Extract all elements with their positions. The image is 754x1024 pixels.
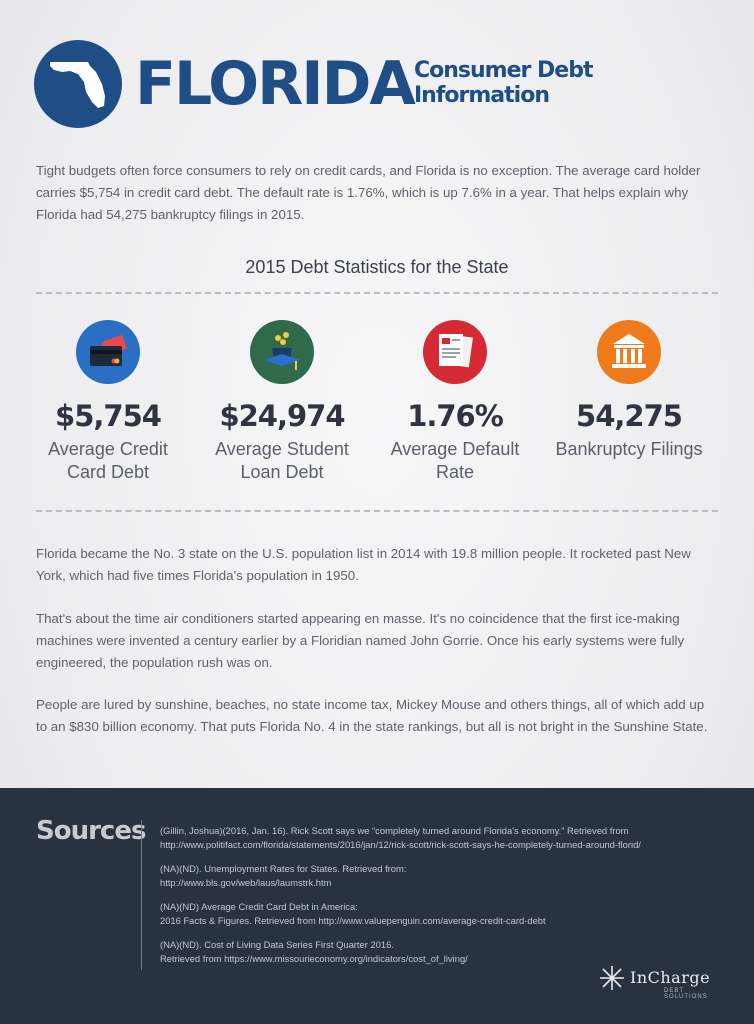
graduation-cap-icon <box>250 320 314 384</box>
stat-bankruptcy-filings <box>544 320 714 461</box>
incharge-logo <box>598 964 718 1000</box>
sources-heading: Sources <box>36 816 146 846</box>
sources-divider <box>141 820 142 970</box>
stat-student-loan-debt <box>197 320 367 484</box>
stat-label: Bankruptcy Filings <box>555 439 703 459</box>
body-paragraph-1: Florida became the No. 3 state on the U.S. population list in 2014 with 19.8 million people. It rocketed past New York, which had five times Florida's population in 1950. <box>36 546 691 583</box>
source-item <box>160 824 730 852</box>
header <box>34 40 724 130</box>
source-item <box>160 900 730 928</box>
courthouse-icon <box>597 320 661 384</box>
brand-name: InCharge <box>630 968 711 987</box>
stat-credit-card-debt <box>23 320 193 484</box>
body-paragraph-3: People are lured by sunshine, beaches, no state income tax, Mickey Mouse and others things, all of which add up to an $830 billion economy. That puts Florida No. 4 in the state rankings, but all is not bright in the Sunshine State. <box>36 697 708 734</box>
source-item <box>160 862 730 890</box>
source-text: (Gillin, Joshua)(2016, Jan. 16). Rick Scott says we “completely turned around Florida's economy.” Retrieved from <box>160 825 629 836</box>
page-title: FLORIDA <box>135 49 414 119</box>
stat-value: $24,974 <box>219 399 345 433</box>
subtitle-line-2: Information <box>414 83 549 108</box>
stat-label: Average Student Loan Debt <box>215 439 349 482</box>
stat-value: $5,754 <box>55 399 161 433</box>
stat-label: Average Default Rate <box>390 439 520 482</box>
source-url: http://www.politifact.com/florida/statements/2016/jan/12/rick-scott/rick-scott-says-he-completely-turned-around-florid/ <box>160 839 641 850</box>
source-url: http://www.bls.gov/web/laus/laumstrk.htm <box>160 877 332 888</box>
stat-value: 54,275 <box>576 399 682 433</box>
source-text: (NA)(ND). Unemployment Rates for States. Retrieved from: <box>160 863 407 874</box>
divider-bottom <box>36 510 718 512</box>
stat-label: Average Credit Card Debt <box>48 439 168 482</box>
stats-heading: 2015 Debt Statistics for the State <box>245 257 509 277</box>
source-url: 2016 Facts & Figures. Retrieved from http://www.valuepenguin.com/average-credit-card-debt <box>160 915 546 926</box>
sources-list <box>160 824 730 976</box>
source-text: (NA)(ND) Average Credit Card Debt in America: <box>160 901 358 912</box>
stat-default-rate <box>370 320 540 484</box>
divider-top <box>36 292 718 294</box>
source-url: Retrieved from https://www.missourieconomy.org/indicators/cost_of_living/ <box>160 953 468 964</box>
subtitle-line-1: Consumer Debt <box>414 58 593 83</box>
source-text: (NA)(ND). Cost of Living Data Series First Quarter 2016. <box>160 939 394 950</box>
starburst-icon <box>598 964 626 992</box>
sources-footer <box>0 788 754 1024</box>
brand-tagline: DEBT SOLUTIONS <box>664 988 708 1000</box>
documents-icon <box>423 320 487 384</box>
intro-paragraph: Tight budgets often force consumers to rely on credit cards, and Florida is no exception. The average card holder carries $5,754 in credit card debt. The default rate is 1.76%, which is up 7.6% in a year. That helps explain why Florida had 54,275 bankruptcy filings in 2015. <box>36 163 701 222</box>
credit-card-icon <box>76 320 140 384</box>
page-subtitle <box>414 58 614 108</box>
stat-value: 1.76% <box>407 399 503 433</box>
body-paragraph-2: That's about the time air conditioners started appearing en masse. It's no coincidence that the first ice-making machines were invented a century earlier by a Floridian named John Gorrie. Once his early systems were fully engineered, the population rush was on. <box>36 611 685 670</box>
florida-map-icon <box>34 40 122 128</box>
source-item <box>160 938 730 966</box>
